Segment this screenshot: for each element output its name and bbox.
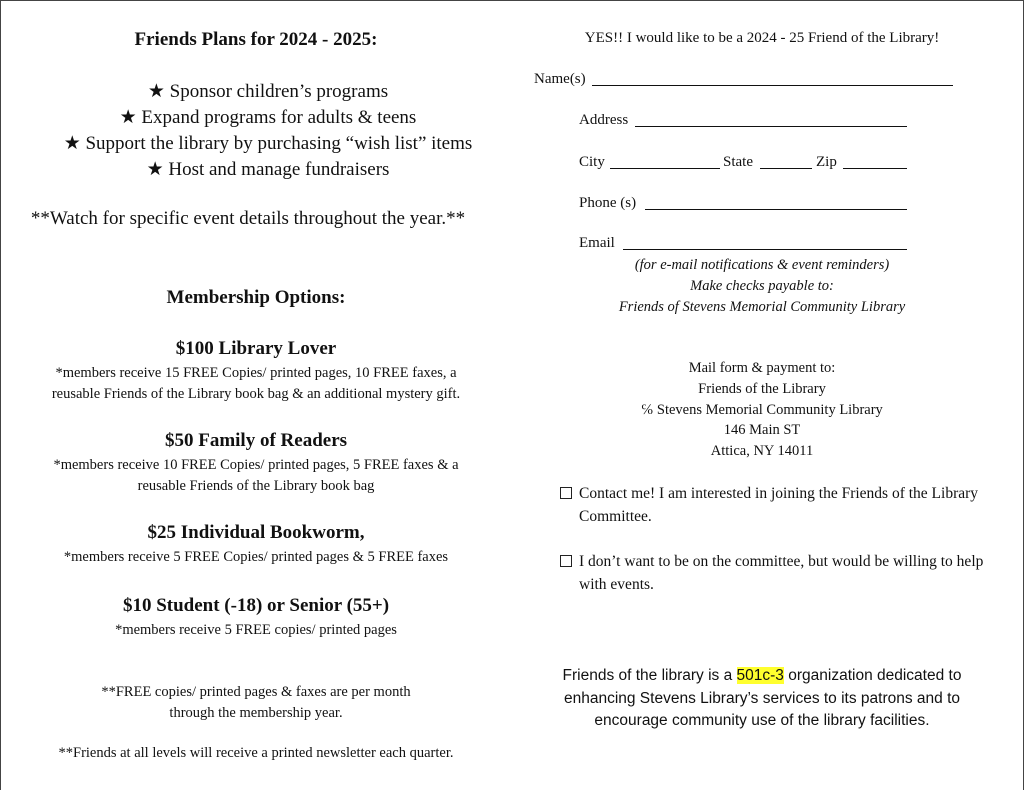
- form-heading: YES!! I would like to be a 2024 - 25 Friend of the Library!: [584, 30, 940, 46]
- plans-title: Friends Plans for 2024 - 2025:: [134, 29, 378, 50]
- statement-text: Friends of the library is a: [562, 667, 737, 684]
- mail-line: Mail form & payment to:: [688, 360, 836, 376]
- tier-name: $100 Library Lover: [175, 338, 337, 359]
- zip-label: Zip: [816, 154, 837, 170]
- tier-description: *members receive 5 FREE copies/ printed pages: [115, 622, 397, 638]
- free-copies-note: **FREE copies/ printed pages & faxes are per month: [101, 684, 411, 700]
- volunteer-checkbox[interactable]: [560, 555, 572, 567]
- mail-line: ℅ Stevens Memorial Community Library: [641, 402, 883, 418]
- event-details-note: **Watch for specific event details throughout the year.**: [30, 208, 466, 229]
- state-label: State: [723, 154, 753, 170]
- email-label: Email: [579, 235, 615, 251]
- tier-description: *members receive 5 FREE Copies/ printed pages & 5 FREE faxes: [63, 549, 449, 565]
- mail-line: Friends of the Library: [698, 381, 826, 397]
- mail-line: Attica, NY 14011: [710, 443, 814, 459]
- address-field[interactable]: [635, 126, 907, 127]
- names-label: Name(s): [534, 71, 586, 87]
- committee-checkbox[interactable]: [560, 487, 572, 499]
- email-note: (for e-mail notifications & event reminders): [634, 257, 890, 273]
- zip-field[interactable]: [843, 168, 907, 169]
- phone-field[interactable]: [645, 209, 907, 210]
- city-label: City: [579, 154, 605, 170]
- newsletter-note: **Friends at all levels will receive a printed newsletter each quarter.: [58, 745, 454, 761]
- payable-label: Make checks payable to:: [690, 278, 834, 294]
- tier-description: *members receive 15 FREE Copies/ printed pages, 10 FREE faxes, a: [55, 365, 457, 381]
- tier-name: $10 Student (-18) or Senior (55+): [122, 595, 390, 616]
- organization-statement: [512, 665, 1012, 733]
- membership-title: Membership Options:: [166, 287, 346, 308]
- plan-item: ★ Expand programs for adults & teens: [119, 107, 417, 128]
- tier-description: *members receive 10 FREE Copies/ printed pages, 5 FREE faxes & a: [53, 457, 459, 473]
- statement-text: organization dedicated to: [783, 667, 962, 684]
- statement-text: encourage community use of the library facilities.: [594, 712, 930, 729]
- plan-item: ★ Support the library by purchasing “wish list” items: [63, 133, 473, 154]
- statement-text: enhancing Stevens Library’s services to its patrons and to: [563, 689, 961, 707]
- names-field[interactable]: [592, 85, 953, 86]
- tier-description: reusable Friends of the Library book bag: [137, 478, 375, 494]
- email-field[interactable]: [623, 249, 907, 250]
- tier-name: $25 Individual Bookworm,: [147, 522, 365, 543]
- mail-line: 146 Main ST: [723, 422, 801, 438]
- nonprofit-status-highlight: 501c-3: [736, 667, 784, 684]
- tier-description: reusable Friends of the Library book bag & an additional mystery gift.: [51, 386, 461, 402]
- volunteer-checkbox-label: I don’t want to be on the committee, but would be willing to help with events.: [579, 553, 984, 593]
- city-field[interactable]: [610, 168, 720, 169]
- plan-item: ★ Sponsor children’s programs: [147, 81, 389, 102]
- address-label: Address: [579, 112, 629, 128]
- free-copies-note: through the membership year.: [169, 705, 343, 721]
- tier-name: $50 Family of Readers: [164, 430, 348, 451]
- phone-label: Phone (s): [579, 195, 637, 211]
- state-field[interactable]: [760, 168, 812, 169]
- payable-to: Friends of Stevens Memorial Community Library: [618, 299, 906, 315]
- plan-item: ★ Host and manage fundraisers: [146, 159, 390, 180]
- committee-checkbox-label: Contact me! I am interested in joining the Friends of the Library Committee.: [579, 485, 979, 525]
